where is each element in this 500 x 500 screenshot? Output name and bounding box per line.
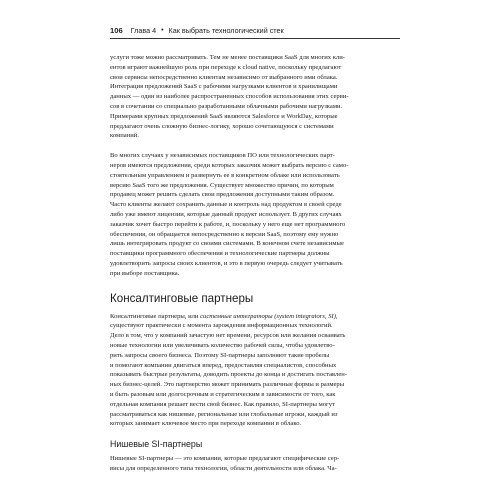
text-line: рить запросы своего бизнеса. Поэтому SI-партнеры заполняют такие пробелы	[110, 351, 330, 359]
running-header	[110, 26, 400, 35]
text-line: предлагают очень сложную бизнес-логику, хорошо сочетающуюся с системами	[110, 122, 334, 130]
text-line: свои сервисы непосредственно клиентам независимо от выбранного ими облака.	[110, 73, 338, 81]
text-line: ентов играют важнейшую роль при переходе к cloud native, поскольку предлагают	[110, 63, 342, 71]
text-line: Дело в том, что у компаний зачастую нет времени, ресурсов или желания осваивать	[110, 332, 346, 340]
paragraph-saas	[110, 53, 400, 141]
text-line: отдельная компания решает вести свой бизнес. Как правило, SI-партнеры могут	[110, 400, 335, 408]
chapter-title: Как выбрать технологический стек	[168, 26, 284, 35]
text-line	[110, 312, 400, 322]
text-line: сов в сочетании со специально разработанными облачными рабочими нагрузками.	[110, 102, 343, 110]
text-line: поставщики программного обеспечения и технологические партнеры должны	[110, 250, 330, 258]
paragraph-gap	[110, 141, 400, 151]
italic-term: системные интеграторы (system integrators, SI),	[200, 312, 338, 320]
text-line: компаний.	[110, 132, 139, 140]
text-line: неров имеются предложения, среди которых заказчик может выбрать версию с само-	[110, 161, 349, 169]
chapter-label: Глава 4	[130, 26, 157, 35]
text-line: лишь интегрировать продукт со своими системами. В конечном счете независимые	[110, 240, 344, 248]
text-line: Примерами крупных предложений SaaS являются Salesforce и WorkDay, которые	[110, 112, 338, 120]
text-line: услуги тоже можно рассматривать. Тем не менее поставщики SaaS для многих кли-	[110, 54, 345, 61]
text-line: Во многих случаях у независимых поставщиков ПО или технологических парт-	[110, 152, 335, 160]
header-separator: •	[161, 27, 164, 34]
text-line: и быть разовым или долгосрочным и стратегическим в зависимости от того, как	[110, 390, 336, 398]
page-number: 106	[110, 26, 123, 35]
text-line: ных бизнес-целей. Это партнерство может принимать различные формы и размеры	[110, 381, 345, 389]
text-line: показывать быстрые результаты, доводить проекты до конца и достигать поставлен-	[110, 371, 347, 379]
text-line: Нишевые SI-партнеры — это компании, которые предлагают специфические сер-	[110, 455, 340, 463]
text-line: существуют практически с момента зарождения информационных технологий.	[110, 322, 333, 330]
text-line: продавец может решить сделать свои предложения доступными таким образом.	[110, 191, 335, 199]
text-line: новые технологии или увеличивать количество рабочей силы, чтобы удовлетво-	[110, 341, 335, 349]
text-line: которых занимает ключевое место при переходе компании в облако.	[110, 420, 302, 428]
text-line: Интеграция предложений SaaS с рабочими нагрузками клиентов и хранилищами	[110, 83, 338, 91]
text-line: версию SaaS того же предложения. Существует множество причин, по которым	[110, 181, 334, 189]
text-line: обеспечения, он обращается непосредственно к версии SaaS, поэтому ему нужно	[110, 230, 339, 238]
text-line: при выборе поставщика.	[110, 269, 180, 277]
text-line: висы для определенного типа технологии, области деятельности или облака. Ча-	[110, 464, 337, 472]
text-line: и помогают компании двигаться вперед, предоставляя специалистов, способных	[110, 361, 337, 369]
paragraph-niche	[110, 454, 400, 474]
text-line: рассматриваться как нишевые, региональные или глобальные игроки, каждый из	[110, 410, 338, 418]
text-line: стоятельным управлением и развернуть ее в конкретном облаке или использовать	[110, 171, 340, 179]
text-line: удовлетворить запросы своих клиентов, и это в первую очередь следует учитывать	[110, 259, 343, 267]
text-line: либо уже имеют лицензии, которые данный продукт использует. В других случаях	[110, 210, 342, 218]
text-line: Часто клиенты желают сохранить данные и контроль над продуктом в своей среде	[110, 201, 342, 209]
text-line: данных — один из наиболее распространенных способов использования этих серви-	[110, 93, 349, 101]
paragraph-consulting	[110, 312, 400, 430]
paragraph-isv	[110, 151, 400, 278]
section-heading-niche: Нишевые SI-партнеры	[110, 439, 203, 450]
header-rule	[110, 38, 400, 39]
page-body	[110, 53, 400, 474]
text-run: Консалтинговые партнеры, или	[110, 312, 201, 320]
text-line: заказчик хочет быстро перейти к работе, и, поскольку у него еще нет программного	[110, 220, 346, 228]
section-heading-consulting: Консалтинговые партнеры	[110, 291, 254, 305]
